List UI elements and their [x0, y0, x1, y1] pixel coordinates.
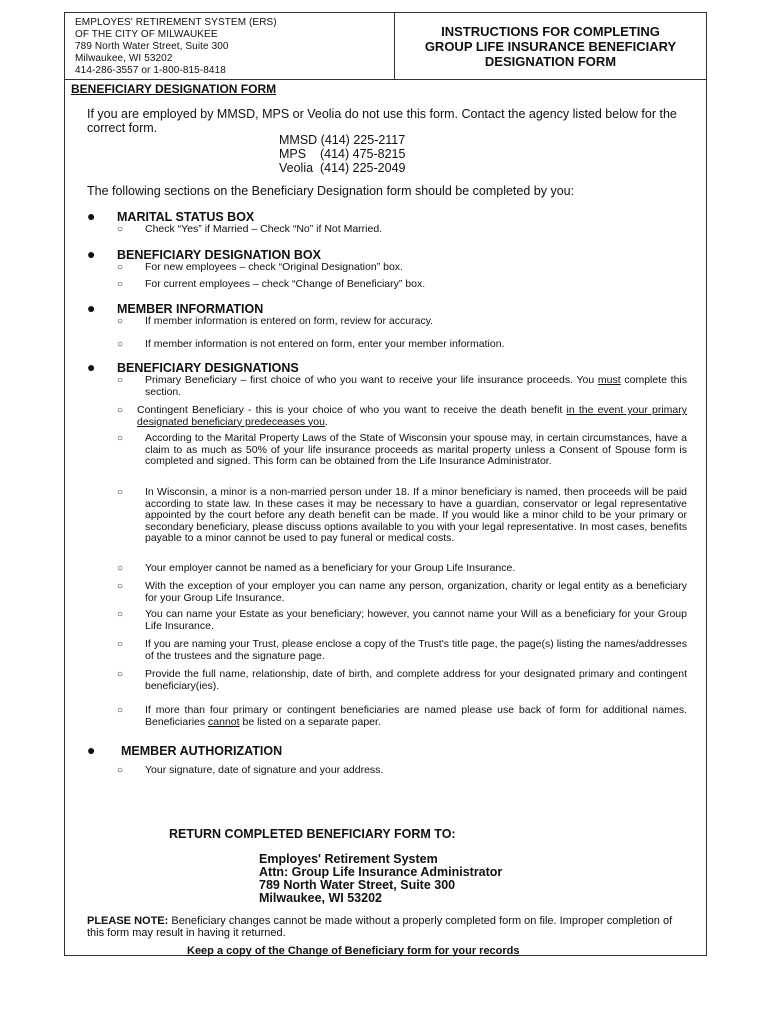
address-line: Employes' Retirement System [259, 852, 438, 866]
return-address [259, 853, 502, 905]
please-note [87, 915, 691, 939]
intro-paragraph: If you are employed by MMSD, MPS or Veolia do not use this form. Contact the agency listed below for the correct form. [87, 107, 677, 135]
address-line: Milwaukee, WI 53202 [259, 891, 382, 905]
bullet-marker: ● [87, 246, 96, 262]
circle-marker: ○ [117, 669, 124, 680]
authorization-item: Your signature, date of signature and your address. [145, 764, 384, 776]
note-label: PLEASE NOTE: [87, 915, 169, 927]
fullname-item: Provide the full name, relationship, date of birth, and complete address for your designated primary and contingent beneficiary(ies). [145, 668, 687, 692]
heading-beneficiary-designations: BENEFICIARY DESIGNATIONS [117, 361, 299, 375]
designation-item-current: For current employees – check “Change of Beneficiary” box. [145, 278, 426, 290]
phone-mmsd: MMSD (414) 225-2117 [279, 133, 406, 147]
four-cannot: cannot [208, 715, 240, 728]
four-text-c: be listed on a separate paper. [239, 715, 381, 728]
document-frame [64, 12, 707, 956]
note-text: Beneficiary changes cannot be made without a properly completed form on file. Improper completion of this form may result in having it returned. [87, 915, 673, 939]
circle-marker: ○ [117, 487, 124, 498]
employer-item: Your employer cannot be named as a beneficiary for your Group Life Insurance. [145, 562, 516, 574]
circle-marker: ○ [117, 581, 124, 592]
phone-list [279, 133, 405, 175]
heading-marital-status: MARITAL STATUS BOX [117, 210, 255, 224]
primary-text-c: complete this section. [145, 374, 688, 398]
circle-marker: ○ [117, 279, 124, 290]
bullet-marker: ● [87, 359, 96, 375]
circle-marker: ○ [117, 262, 124, 273]
return-title: RETURN COMPLETED BENEFICIARY FORM TO: [169, 827, 456, 841]
title-line: DESIGNATION FORM [484, 54, 617, 69]
circle-marker: ○ [117, 339, 124, 350]
phone-mps: MPS (414) 475-8215 [279, 147, 406, 161]
contingent-beneficiary-item [137, 405, 687, 428]
bullet-marker: ● [87, 742, 96, 758]
marital-property-item: According to the Marital Property Laws of the State of Wisconsin your spouse may, in certain circumstances, have a claim to as much as 50% of your life insurance proceeds as marital property unless a Consent of Spouse form is completed and signed. This form can be obtained from the Life Insurance Administrator. [145, 432, 687, 467]
bullet-marker: ● [87, 300, 96, 316]
org-line: 414-286-3557 or 1-800-815-8418 [75, 65, 226, 76]
circle-marker: ○ [117, 705, 124, 716]
minor-item: In Wisconsin, a minor is a non-married person under 18. If a minor beneficiary is named, then proceeds will be paid according to state law. In these cases it may be necessary to have a guardian, conservator or legal representative appointed by the court before any death benefit can be made. If you would like a minor child to be your primary or secondary beneficiary, please discuss options available to you with your legal representative. In most cases, benefits payable to a minor cannot be used to pay funeral or medical costs. [145, 486, 687, 544]
marital-item: Check “Yes” if Married – Check “No” if Not Married. [145, 223, 383, 235]
designation-item-new: For new employees – check “Original Designation” box. [145, 261, 403, 273]
primary-text-a: Primary Beneficiary – first choice of who you want to receive your life insurance proceeds. You [145, 374, 595, 386]
contingent-underlined: in the event your primary designated beneficiary predeceases you [137, 404, 687, 428]
title-line: INSTRUCTIONS FOR COMPLETING [441, 24, 660, 39]
contingent-text-a: Contingent Beneficiary - this is your choice of who you want to receive the death benefit [137, 404, 567, 416]
exception-item: With the exception of your employer you can name any person, organization, charity or legal entity as a beneficiary for your Group Life Insurance. [145, 580, 687, 604]
circle-marker: ○ [117, 563, 124, 574]
header [65, 13, 706, 80]
contingent-text-c: . [324, 415, 328, 428]
org-address-block [65, 13, 395, 79]
sections-intro: The following sections on the Beneficiary Designation form should be completed by you: [87, 184, 575, 198]
circle-marker: ○ [117, 765, 124, 776]
primary-beneficiary-item [145, 375, 687, 398]
four-beneficiaries-item [145, 705, 687, 728]
org-line: EMPLOYES' RETIREMENT SYSTEM (ERS) [75, 17, 277, 28]
circle-marker: ○ [117, 609, 124, 620]
keep-copy-notice: Keep a copy of the Change of Beneficiary form for your records [187, 945, 520, 957]
title-line: GROUP LIFE INSURANCE BENEFICIARY [424, 39, 677, 54]
org-line: OF THE CITY OF MILWAUKEE [75, 29, 218, 40]
address-line: 789 North Water Street, Suite 300 [259, 878, 456, 892]
circle-marker: ○ [117, 375, 124, 386]
circle-marker: ○ [117, 224, 124, 235]
circle-marker: ○ [117, 639, 124, 650]
address-line: Attn: Group Life Insurance Administrator [259, 865, 503, 879]
org-line: 789 North Water Street, Suite 300 [75, 41, 229, 52]
heading-designation-box: BENEFICIARY DESIGNATION BOX [117, 248, 321, 262]
member-info-item-review: If member information is entered on form, review for accuracy. [145, 315, 434, 327]
estate-item: You can name your Estate as your beneficiary; however, you cannot name your Will as a beneficiary for your Group Life Insurance. [145, 608, 687, 632]
trust-item: If you are naming your Trust, please enclose a copy of the Trust's title page, the page(s) listing the names/addresses of the trustees and the signature page. [145, 638, 687, 662]
heading-member-information: MEMBER INFORMATION [117, 302, 264, 316]
circle-marker: ○ [117, 405, 124, 416]
phone-veolia: Veolia (414) 225-2049 [279, 161, 406, 175]
circle-marker: ○ [117, 316, 124, 327]
member-info-item-enter: If member information is not entered on form, enter your member information. [145, 338, 505, 350]
bullet-marker: ● [87, 208, 96, 224]
document-title [395, 13, 706, 79]
org-line: Milwaukee, WI 53202 [75, 53, 173, 64]
heading-member-authorization: MEMBER AUTHORIZATION [121, 744, 283, 758]
primary-must: must [597, 374, 621, 386]
four-text-a: If more than four primary or contingent beneficiaries are named please use back of form for additional names. Beneficiaries [145, 704, 687, 728]
section-title: BENEFICIARY DESIGNATION FORM [71, 82, 277, 96]
circle-marker: ○ [117, 433, 124, 444]
